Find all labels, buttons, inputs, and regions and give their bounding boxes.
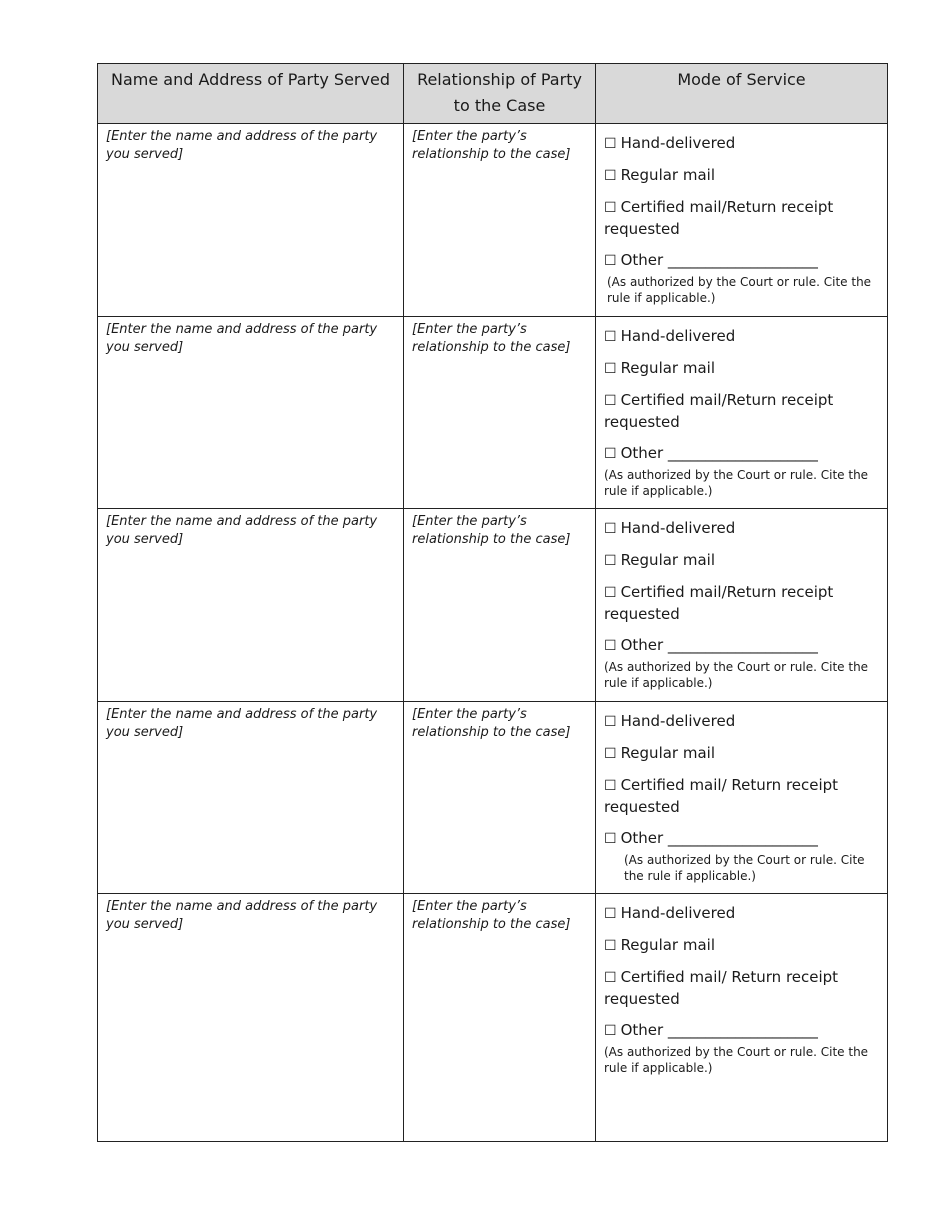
option-regular-mail[interactable] bbox=[604, 743, 881, 765]
name-address-field[interactable]: [Enter the name and address of the party you served] bbox=[98, 509, 404, 702]
option-regular-mail[interactable] bbox=[604, 165, 881, 187]
option-label: Regular mail bbox=[620, 359, 716, 377]
option-label: Hand-delivered bbox=[620, 712, 736, 730]
checkbox-icon[interactable]: ☐ bbox=[604, 714, 617, 730]
relationship-field[interactable]: [Enter the party’s relationship to the case] bbox=[404, 702, 596, 894]
option-label: Other ____________________ bbox=[620, 251, 818, 269]
service-table bbox=[97, 63, 888, 1142]
checkbox-icon[interactable]: ☐ bbox=[604, 553, 617, 569]
other-note: (As authorized by the Court or rule. Cite the rule if applicable.) bbox=[604, 660, 869, 690]
other-note: (As authorized by the Court or rule. Cite the rule if applicable.) bbox=[604, 468, 869, 498]
option-label: Other ____________________ bbox=[620, 444, 818, 462]
option-certified-mail[interactable] bbox=[604, 390, 881, 433]
relationship-field[interactable]: [Enter the party’s relationship to the case] bbox=[404, 124, 596, 317]
option-label: Hand-delivered bbox=[620, 904, 736, 922]
option-other[interactable] bbox=[604, 1020, 881, 1042]
checkbox-icon[interactable]: ☐ bbox=[604, 168, 617, 184]
header-name-address: Name and Address of Party Served bbox=[98, 64, 404, 124]
option-certified-mail[interactable] bbox=[604, 582, 881, 625]
checkbox-icon[interactable]: ☐ bbox=[604, 253, 617, 269]
option-hand-delivered[interactable] bbox=[604, 711, 881, 733]
checkbox-icon[interactable]: ☐ bbox=[604, 778, 617, 794]
mode-of-service-cell bbox=[596, 124, 888, 317]
name-address-field[interactable]: [Enter the name and address of the party you served] bbox=[98, 894, 404, 1142]
checkbox-icon[interactable]: ☐ bbox=[604, 938, 617, 954]
mode-of-service-cell bbox=[596, 509, 888, 702]
relationship-field[interactable]: [Enter the party’s relationship to the case] bbox=[404, 894, 596, 1142]
checkbox-icon[interactable]: ☐ bbox=[604, 831, 617, 847]
option-regular-mail[interactable] bbox=[604, 935, 881, 957]
option-hand-delivered[interactable] bbox=[604, 326, 881, 348]
checkbox-icon[interactable]: ☐ bbox=[604, 585, 617, 601]
option-certified-mail[interactable] bbox=[604, 775, 881, 818]
option-label: Regular mail bbox=[620, 166, 716, 184]
option-other[interactable] bbox=[604, 635, 881, 657]
other-note: (As authorized by the Court or rule. Cite the rule if applicable.) bbox=[624, 853, 865, 883]
other-note: (As authorized by the Court or rule. Cite the rule if applicable.) bbox=[604, 1045, 869, 1075]
checkbox-icon[interactable]: ☐ bbox=[604, 329, 617, 345]
checkbox-icon[interactable]: ☐ bbox=[604, 393, 617, 409]
relationship-field[interactable]: [Enter the party’s relationship to the case] bbox=[404, 509, 596, 702]
checkbox-icon[interactable]: ☐ bbox=[604, 446, 617, 462]
checkbox-icon[interactable]: ☐ bbox=[604, 521, 617, 537]
option-certified-mail[interactable] bbox=[604, 967, 881, 1010]
option-label: Regular mail bbox=[620, 744, 716, 762]
header-relationship: Relationship of Party to the Case bbox=[404, 64, 596, 124]
option-label: Hand-delivered bbox=[620, 327, 736, 345]
name-address-field[interactable]: [Enter the name and address of the party you served] bbox=[98, 124, 404, 317]
option-certified-mail[interactable] bbox=[604, 197, 881, 240]
name-address-field[interactable]: [Enter the name and address of the party you served] bbox=[98, 317, 404, 509]
relationship-field[interactable]: [Enter the party’s relationship to the case] bbox=[404, 317, 596, 509]
option-other[interactable] bbox=[604, 250, 881, 272]
option-label: Other ____________________ bbox=[620, 636, 818, 654]
option-label: Certified mail/ Return receipt requested bbox=[604, 968, 839, 1008]
name-address-field[interactable]: [Enter the name and address of the party you served] bbox=[98, 702, 404, 894]
option-hand-delivered[interactable] bbox=[604, 518, 881, 540]
option-label: Hand-delivered bbox=[620, 134, 736, 152]
option-hand-delivered[interactable] bbox=[604, 133, 881, 155]
option-label: Other ____________________ bbox=[620, 1021, 818, 1039]
option-other[interactable] bbox=[604, 828, 881, 850]
table-row bbox=[98, 124, 888, 317]
checkbox-icon[interactable]: ☐ bbox=[604, 361, 617, 377]
checkbox-icon[interactable]: ☐ bbox=[604, 136, 617, 152]
other-note: (As authorized by the Court or rule. Cite the rule if applicable.) bbox=[607, 275, 872, 305]
option-label: Certified mail/ Return receipt requested bbox=[604, 776, 839, 816]
checkbox-icon[interactable]: ☐ bbox=[604, 638, 617, 654]
header-mode-of-service: Mode of Service bbox=[596, 64, 888, 124]
option-other[interactable] bbox=[604, 443, 881, 465]
mode-of-service-cell bbox=[596, 317, 888, 509]
table-row bbox=[98, 509, 888, 702]
option-regular-mail[interactable] bbox=[604, 358, 881, 380]
table-row bbox=[98, 894, 888, 1142]
option-label: Regular mail bbox=[620, 936, 716, 954]
table-header-row bbox=[98, 64, 888, 124]
option-hand-delivered[interactable] bbox=[604, 903, 881, 925]
table-row bbox=[98, 702, 888, 894]
option-label: Hand-delivered bbox=[620, 519, 736, 537]
table-row bbox=[98, 317, 888, 509]
checkbox-icon[interactable]: ☐ bbox=[604, 746, 617, 762]
checkbox-icon[interactable]: ☐ bbox=[604, 200, 617, 216]
mode-of-service-cell bbox=[596, 894, 888, 1142]
checkbox-icon[interactable]: ☐ bbox=[604, 970, 617, 986]
option-label: Certified mail/Return receipt requested bbox=[604, 198, 834, 238]
checkbox-icon[interactable]: ☐ bbox=[604, 1023, 617, 1039]
option-label: Other ____________________ bbox=[620, 829, 818, 847]
option-regular-mail[interactable] bbox=[604, 550, 881, 572]
mode-of-service-cell bbox=[596, 702, 888, 894]
option-label: Regular mail bbox=[620, 551, 716, 569]
option-label: Certified mail/Return receipt requested bbox=[604, 391, 834, 431]
option-label: Certified mail/Return receipt requested bbox=[604, 583, 834, 623]
checkbox-icon[interactable]: ☐ bbox=[604, 906, 617, 922]
